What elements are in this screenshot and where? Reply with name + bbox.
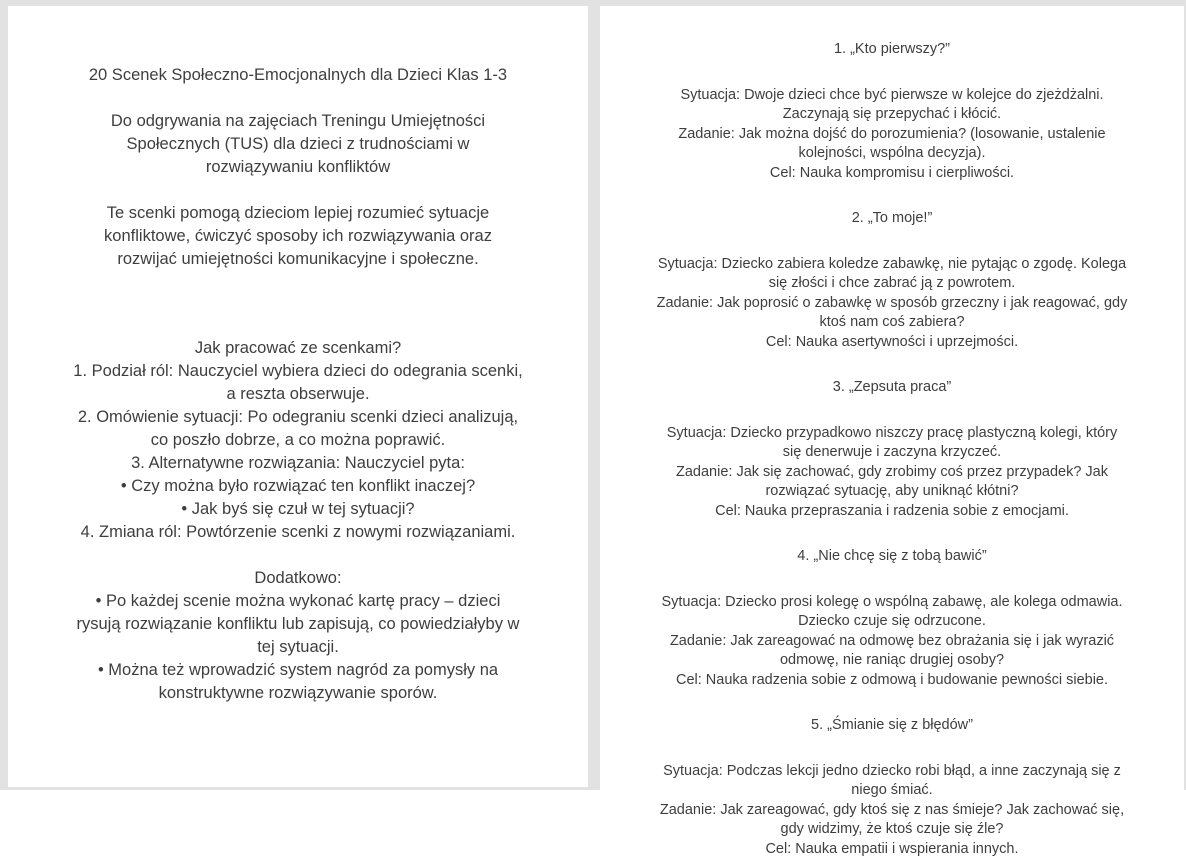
how-to-bullet-2: • Jak byś się czuł w tej sytuacji? (72, 498, 524, 521)
document-page-1 (8, 6, 588, 787)
document-subtitle: Do odgrywania na zajęciach Treningu Umiejętności Społecznych (TUS) dla dzieci z trudnościami w rozwiązywaniu konfliktów (72, 110, 524, 179)
scene-2-goal: Cel: Nauka asertywności i uprzejmości. (656, 333, 1128, 353)
scene-3-task: Zadanie: Jak się zachować, gdy zrobimy coś przez przypadek? Jak rozwiązać sytuację, aby uniknąć kłótni? (656, 463, 1128, 502)
how-to-section (72, 337, 524, 544)
scene-4-situation: Sytuacja: Dziecko prosi kolegę o wspólną zabawę, ale kolega odmawia. Dziecko czuje się odrzucone. (656, 593, 1128, 632)
scene-5-situation: Sytuacja: Podczas lekcji jedno dziecko robi błąd, a inne zaczynają się z niego śmiać. (656, 762, 1128, 801)
scene-5-title: 5. „Śmianie się z błędów” (656, 716, 1128, 736)
scene-2-situation: Sytuacja: Dziecko zabiera koledze zabawkę, nie pytając o zgodę. Kolega się złości i chce zabrać ją z powrotem. (656, 255, 1128, 294)
additional-section (72, 567, 524, 705)
additional-item-1: • Po każdej scenie można wykonać kartę pracy – dzieci rysują rozwiązanie konfliktu lub zapisują, co powiedziałyby w tej sytuacji. (72, 590, 524, 659)
how-to-bullet-1: • Czy można było rozwiązać ten konflikt inaczej? (72, 475, 524, 498)
scene-1-situation: Sytuacja: Dwoje dzieci chce być pierwsze w kolejce do zjeżdżalni. Zaczynają się przepychać i kłócić. (656, 86, 1128, 125)
scene-3-title: 3. „Zepsuta praca” (656, 378, 1128, 398)
document-page-2 (600, 6, 1184, 802)
additional-item-2: • Można też wprowadzić system nagród za pomysły na konstruktywne rozwiązywanie sporów. (72, 659, 524, 705)
how-to-heading: Jak pracować ze scenkami? (72, 337, 524, 360)
scene-2-task: Zadanie: Jak poprosić o zabawkę w sposób grzeczny i jak reagować, gdy ktoś nam coś zabiera? (656, 294, 1128, 333)
scene-5-goal: Cel: Nauka empatii i wspierania innych. (656, 840, 1128, 859)
document-title: 20 Scenek Społeczno-Emocjonalnych dla Dzieci Klas 1-3 (72, 64, 524, 87)
scene-3 (656, 378, 1128, 521)
scene-5 (656, 716, 1128, 859)
scene-3-situation: Sytuacja: Dziecko przypadkowo niszczy pracę plastyczną kolegi, który się denerwuje i zaczyna krzyczeć. (656, 424, 1128, 463)
how-to-step-2: 2. Omówienie sytuacji: Po odegraniu scenki dzieci analizują, co poszło dobrze, a co można poprawić. (72, 406, 524, 452)
document-intro: Te scenki pomogą dzieciom lepiej rozumieć sytuacje konfliktowe, ćwiczyć sposoby ich rozwiązywania oraz rozwijać umiejętności komunikacyjne i społeczne. (72, 202, 524, 271)
scene-5-task: Zadanie: Jak zareagować, gdy ktoś się z nas śmieje? Jak zachować się, gdy widzimy, że ktoś czuje się źle? (656, 801, 1128, 840)
scene-1-task: Zadanie: Jak można dojść do porozumienia? (losowanie, ustalenie kolejności, wspólna decyzja). (656, 125, 1128, 164)
scene-1-title: 1. „Kto pierwszy?” (656, 40, 1128, 60)
scene-2 (656, 209, 1128, 352)
scene-4-goal: Cel: Nauka radzenia sobie z odmową i budowanie pewności siebie. (656, 671, 1128, 691)
additional-heading: Dodatkowo: (72, 567, 524, 590)
how-to-step-4: 4. Zmiana ról: Powtórzenie scenki z nowymi rozwiązaniami. (72, 521, 524, 544)
scene-1 (656, 40, 1128, 183)
how-to-step-3: 3. Alternatywne rozwiązania: Nauczyciel pyta: (72, 452, 524, 475)
scene-4 (656, 547, 1128, 690)
scene-3-goal: Cel: Nauka przepraszania i radzenia sobie z emocjami. (656, 502, 1128, 522)
scene-4-task: Zadanie: Jak zareagować na odmowę bez obrażania się i jak wyrazić odmowę, nie raniąc drugiej osoby? (656, 632, 1128, 671)
scene-1-goal: Cel: Nauka kompromisu i cierpliwości. (656, 164, 1128, 184)
scene-4-title: 4. „Nie chcę się z tobą bawić” (656, 547, 1128, 567)
scene-2-title: 2. „To moje!” (656, 209, 1128, 229)
how-to-step-1: 1. Podział ról: Nauczyciel wybiera dzieci do odegrania scenki, a reszta obserwuje. (72, 360, 524, 406)
